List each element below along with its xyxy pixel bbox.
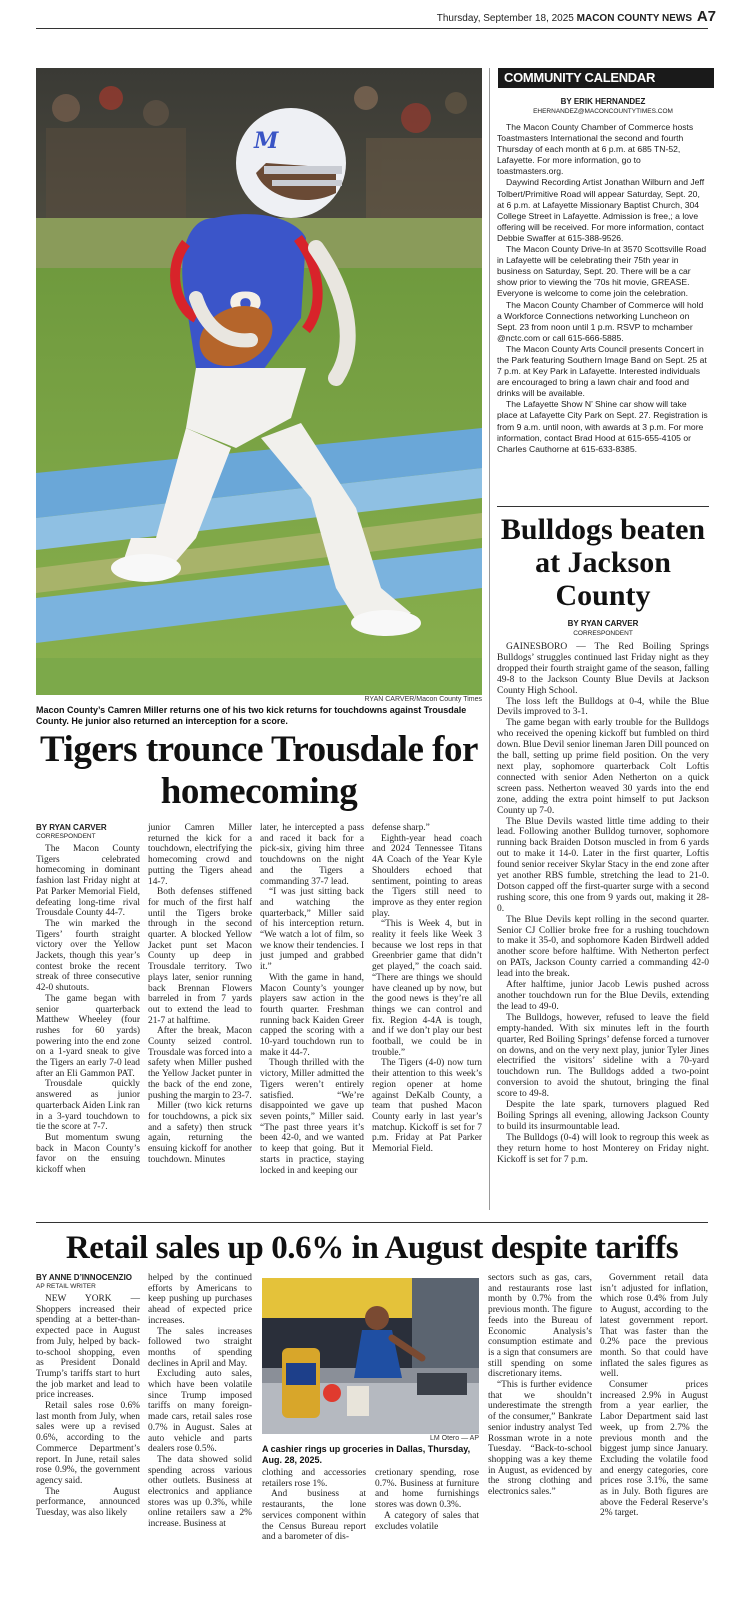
column-divider (489, 68, 490, 1210)
photo-caption: Macon County’s Camren Miller returns one of his two kick returns for touchdowns against Trousdale County. He junior also returned an interception for a score. (36, 705, 467, 726)
calendar-divider (497, 506, 709, 507)
tigers-paragraph: But momentum swung back in Macon County’s favor on the ensuing kickoff when (36, 1132, 140, 1176)
tigers-paragraph: The Macon County Tigers celebrated homecoming in dominant fashion last Friday night at Pat Parker Memorial Field, defeating long-time rival Trousdale County 44-7. (36, 844, 140, 919)
tigers-byline-name: BY RYAN CARVER (36, 823, 107, 832)
retail-paragraph: Retail sales rose 0.6% last month from July, when sales were up a revised 0.6%, according to the Commerce Department’s report. In June, retail sales rose 0.9%, the government agency said. (36, 1401, 140, 1486)
calendar-item: The Macon County Arts Council presents Concert in the Park featuring Southern Image Band on Sept. 25 at 7 p.m. at Key Park in Lafayette. Interested individuals are encouraged to bring a lawn chair and food and drinks will be available. (497, 343, 707, 399)
tigers-column-1 (36, 823, 140, 1176)
retail-paragraph: NEW YORK — Shoppers increased their spending at a better-than-expected pace in August from July, helped by back-to-school shopping, even as President Donald Trump’s tariffs start to hurt the job market and lead to price increases. (36, 1294, 140, 1401)
retail-paragraph: Consumer prices increased 2.9% in August from a year earlier, the Labor Department said last week, up from 2.7% the previous month and the biggest jump since January. Excluding the volatile food and energy categories, core prices rose 3.1%, the same as in July. Both figures are above the Federal Reserve’s 2% target. (600, 1380, 708, 1519)
retail-paragraph: The data showed solid spending across various other outlets. Business at electronics and appliance stores was up 0.3%, while online retailers saw a 2% increase. Business at (148, 1454, 252, 1530)
calendar-title: COMMUNITY CALENDAR (498, 68, 714, 88)
retail-byline (36, 1273, 140, 1291)
paper-name: MACON COUNTY NEWS (576, 13, 693, 24)
retail-column-3 (375, 1468, 479, 1532)
tigers-paragraph: Though thrilled with the victory, Miller admitted the Tigers weren’t entirely satisfied. “We’re disappointed we gave up seven points,” Miller said. “The past three years it’s been 42-0, and we wanted to keep that going. But it starts in practice, staying locked in and keeping our (260, 1058, 364, 1176)
bulldogs-paragraph: After halftime, junior Jacob Lewis pushed across another touchdown run for the Blue Devils, extending the lead to 49-0. (497, 980, 709, 1012)
retail-paragraph: cretionary spending, rose 0.7%. Business at furniture and home furnishings stores was down 0.3%. (375, 1468, 479, 1511)
tigers-paragraph: With the game in hand, Macon County’s younger players saw action in the fourth quarter. Freshman running back Kaiden Greer capped the scoring with a 10-yard touchdown run to make it 44-7. (260, 972, 364, 1058)
retail-column-2b (262, 1468, 366, 1543)
bulldogs-byline-role: CORRESPONDENT (573, 630, 633, 637)
bulldogs-paragraph: GAINESBORO — The Red Boiling Springs Bulldogs’ struggles continued last Friday night as they dropped their fourth straight game of the season, falling 49-8 to the Jackson County Blue Devils at Jackson County High School. (497, 642, 709, 696)
bulldogs-paragraph: The loss left the Bulldogs at 0-4, while the Blue Devils improved to 3-1. (497, 696, 709, 718)
calendar-item: Daywind Recording Artist Jonathan Wilburn and Jeff Tolbert/Primitive Road will appear Saturday, Sept. 20, at 6 p.m. at Lafayette Missionary Baptist Church, 304 College Street in Lafayette. Admission is free,; a love offering will be received. For more information, contact Debbie Swaffer at 615-388-9526. (497, 177, 705, 243)
tigers-headline: Tigers trounce Trousdale for homecoming (40, 729, 478, 812)
tigers-paragraph: The win marked the Tigers’ fourth straight victory over the Yellow Jackets, though this year’s contest broke the recent streak of three consecutive 42-0 shutouts. (36, 918, 140, 994)
retail-paragraph: helped by the continued efforts by Americans to keep pushing up purchases ahead of expected price increases. (148, 1273, 252, 1326)
tigers-paragraph: “I was just sitting back and watching the quarterback,” Miller said of his interception return. “We watch a lot of film, so we know their tendencies. I just jumped and grabbed it.” (260, 887, 364, 973)
tigers-paragraph: Both defenses stiffened for much of the first half until the Tigers broke through in the second quarter. A blocked Yellow Jacket punt set Macon County up deep in Trousdale territory. Two plays later, senior running back Brennan Flowers barreled in from 7 yards out to extend the lead to 21-7 at halftime. (148, 887, 252, 1026)
retail-byline-role: AP RETAIL WRITER (36, 1283, 96, 1290)
calendar-byline-email: EHERNANDEZ@MACONCOUNTYTIMES.COM (533, 108, 673, 115)
tigers-column-2 (148, 823, 252, 1166)
bulldogs-paragraph: The Blue Devils kept rolling in the second quarter. Senior CJ Collier broke free for a rushing touchdown to make it 35-0, and sophomore Kaden Birdwell added another score before halftime. With Netherton perfect on PATs, Jackson County carried a commanding 42-0 lead into the break. (497, 914, 709, 980)
retail-paragraph: The August performance, announced Tuesday, was also likely (36, 1486, 140, 1519)
bulldogs-paragraph: The game began with early trouble for the Bulldogs who received the opening kickoff but fumbled on third down. Blue Devil senior lineman Jaren Dill pounced on the ball, setting up prime field position. On the very next play, sophomore quarterback Colt Loftis connected with senior Aden Netherton on a quick screen pass. Netherton weaved 30 yards into the end zone, adding the extra point himself to put Jackson County up 7-0. (497, 718, 709, 816)
calendar-item: The Macon County Chamber of Commerce will hold a Workforce Connections networking Luncheon on Sept. 23 from noon until 1 p.m. RSVP to mchamber @nctc.com or call 615-666-5885. (497, 299, 704, 343)
bulldogs-paragraph: The Bulldogs (0-4) will look to regroup this week as they return home to host Monterey on Friday night. Kickoff is set for 7 p.m. (497, 1132, 709, 1165)
retail-column-1 (36, 1273, 140, 1519)
tigers-paragraph: Miller (two kick returns for touchdowns, a pick six and a safety) then struck again, returning the ensuing kickoff for another touchdown. Minutes (148, 1101, 252, 1165)
section-divider (36, 1222, 708, 1223)
bulldogs-paragraph: The Blue Devils wasted little time adding to their lead. Following another Bulldog turnover, sophomore running back Braiden Dotson muscled in from 6 yards out to make it 14-0. Later in the first quarter, Loftis found senior receiver Skylar Stacy in the end zone after yet another RBS fumble, stretching the lead to 21-0. Dotson capped off the first-quarter surge with a second rushing score, this one from 9 yards out, making it 28-0. (497, 816, 709, 914)
tigers-byline-role: CORRESPONDENT (36, 833, 96, 840)
tigers-paragraph: The Tigers (4-0) now turn their attention to this week’s region opener at home against DeKalb County, a team that pushed Macon County early in last year’s matchup. Kickoff is set for 7 p.m. Friday at Pat Parker Memorial Field. (372, 1058, 482, 1155)
retail-paragraph: clothing and accessories retailers rose 1%. (262, 1468, 366, 1489)
cashier-photo (262, 1278, 479, 1434)
retail-paragraph: The sales increases followed two straight months of spending declines in April and May. (148, 1326, 252, 1369)
calendar-item: The Lafayette Show N’ Shine car show will take place at Lafayette City Park on Sept. 27. Registration is from 9 a.m. until noon, with awards at 3 p.m. For more information, contact Brad Hood at 615-655-4105 or Charles Cauthorne at 615-633-8385. (497, 399, 708, 454)
tigers-paragraph: junior Camren Miller returned the kick for a touchdown, electrifying the homecoming crowd and putting the Tigers ahead 14-7. (148, 823, 252, 887)
tigers-column-4 (372, 823, 482, 1155)
tigers-paragraph: The game began with senior quarterback Matthew Wheeley (four rushes for 60 yards) powering into the end zone on a 1-yard sneak to give the Tigers an early 7-0 lead after an Eli Gammon PAT. (36, 993, 140, 1079)
retail-paragraph: And business at restaurants, the lone services component within the Census Bureau report and a barometer of dis- (262, 1489, 366, 1543)
tigers-paragraph: “This is Week 4, but in reality it feels like Week 3 because we lost reps in that Greenbrier game that didn’t get played,” the coach said. “There are things we should have cleaned up by now, but the good news is they’re all things we can control and fix. Region 4-4A is tough, and if we don’t play our best football, we could be in trouble.” (372, 919, 482, 1058)
calendar-byline-name: BY ERIK HERNANDEZ (560, 97, 646, 106)
retail-byline-name: BY ANNE D’INNOCENZIO (36, 1273, 133, 1282)
football-photo (36, 68, 482, 695)
retail-paragraph: Excluding auto sales, which have been volatile since Trump imposed tariffs on many foreign-made cars, retail sales rose 0.7% in August. Sales at auto vehicle and parts dealers rose 0.5%. (148, 1369, 252, 1455)
calendar-byline (497, 97, 709, 117)
tigers-paragraph: Trousdale quickly answered as junior quarterback Aiden Link ran in a 3-yard touchdown to tie the score at 7-7. (36, 1079, 140, 1133)
grocery-store-illustration (262, 1278, 479, 1434)
photo-credit: RYAN CARVER/Macon County Times (364, 696, 482, 703)
bulldogs-headline: Bulldogs beaten at Jackson County (500, 513, 706, 612)
retail-paragraph: “This is further evidence that we shouldn’t underestimate the strength of the consumer,” Bankrate senior industry analyst Ted Rossman wrote in a note Tuesday. “Back-to-school shopping was a key theme in August, as evidenced by the strong clothing and electronics sales.” (488, 1380, 592, 1498)
retail-paragraph: sectors such as gas, cars, and restaurants rose last month by 0.7% from the previous month. The figure feeds into the Bureau of Economic Analysis’s consumption estimate and is a sign that consumers are still spending on some discretionary items. (488, 1273, 592, 1380)
calendar-listings (497, 122, 709, 455)
header-rule (36, 28, 708, 29)
bulldogs-byline-name: BY RYAN CARVER (567, 619, 639, 628)
tigers-byline (36, 823, 140, 841)
retail-column-2 (148, 1273, 252, 1530)
tigers-column-3 (260, 823, 364, 1176)
calendar-item: The Macon County Drive-In at 3570 Scottsville Road in Lafayette will be celebrating their 75th year in business on Saturday, Sept. 20. There will be a car show prior to viewing the ’70s hit movie, GREASE. Everyone is welcome to come join the celebration. (497, 244, 707, 299)
football-player-illustration (36, 68, 482, 695)
tigers-paragraph: After the break, Macon County seized control. Trousdale was forced into a safety when Miller pushed the Yellow Jacket punter in the back of the end zone, pushing the margin to 23-7. (148, 1026, 252, 1101)
retail-column-5 (600, 1273, 708, 1519)
tigers-paragraph: Eighth-year head coach and 2024 Tennessee Titans 4A Coach of the Year Kyle Shoulders echoed that sentiment, pointing to areas the Tigers still need to improve as they enter region play. (372, 833, 482, 919)
bulldogs-paragraph: Despite the late spark, turnovers plagued Red Boiling Springs all evening, allowing Jackson County to build its insurmountable lead. (497, 1100, 709, 1132)
retail-column-4 (488, 1273, 592, 1498)
bulldogs-paragraph: The Bulldogs, however, refused to leave the field empty-handed. With six minutes left in the fourth quarter, Red Boiling Springs’ defense forced a turnover on downs, and on the very next play, junior Tyler Jines electrified the visitors’ sideline with a 70-yard touchdown run. The Bulldogs added a two-point conversion to avoid the shutout, bringing the final score to 49-8. (497, 1012, 709, 1100)
retail-headline: Retail sales up 0.6% in August despite tariffs (65, 1230, 679, 1266)
page-number: A7 (696, 8, 716, 25)
retail-photo-caption: A cashier rings up groceries in Dallas, Thursday, Aug. 28, 2025. (262, 1444, 471, 1465)
calendar-item: The Macon County Chamber of Commerce hosts Toastmasters International the second and fourth Thursday of each month at 6 p.m. at 685 TN-52, Lafayette. For more information, go to toastmasters.org. (497, 122, 694, 177)
bulldogs-byline (497, 619, 709, 639)
tigers-paragraph: later, he intercepted a pass and raced it back for a pick-six, giving him three touchdowns on the night and the Tigers a commanding 37-7 lead. (260, 823, 364, 887)
page-folio (437, 8, 716, 25)
retail-paragraph: A category of sales that excludes volatile (375, 1510, 479, 1532)
issue-date: Thursday, September 18, 2025 (436, 13, 574, 24)
retail-paragraph: Government retail data isn’t adjusted for inflation, which rose 0.4% from July to August, according to the latest government report. That was faster than the 0.2% pace the previous month. So that could have inflated the sales figures as well. (600, 1273, 708, 1380)
tigers-paragraph: defense sharp.” (372, 823, 430, 833)
retail-photo-credit: LM Otero — AP (429, 1435, 479, 1442)
bulldogs-body (497, 642, 709, 1166)
svg-text:M: M (254, 128, 279, 154)
